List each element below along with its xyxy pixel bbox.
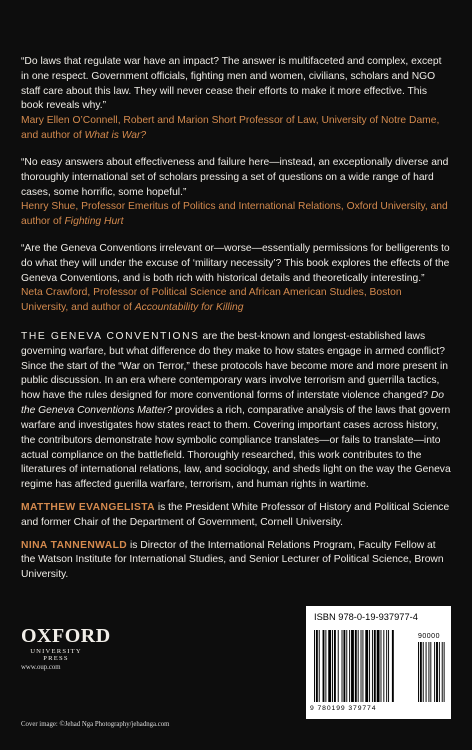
attribution-work: Fighting Hurt: [64, 216, 124, 228]
editor-bio-text: is the President White Professor of History and Political Science and former Chair of the Department of Government, Cornell University.: [21, 501, 450, 528]
endorsement-quote: [21, 156, 451, 230]
content-column: [21, 55, 451, 583]
description-lead: THE GENEVA CONVENTIONS: [21, 331, 200, 342]
attribution-text: Henry Shue, Professor Emeritus of Politics and International Relations, Oxford University, and author of: [21, 201, 448, 228]
publisher-url: www.oup.com: [21, 664, 61, 671]
description-book-title: Do the Geneva Conventions Matter?: [21, 390, 445, 417]
book-description: [21, 330, 451, 493]
endorsement-quote: [21, 242, 451, 316]
editor-bio: [21, 501, 451, 531]
publisher-logo: [21, 625, 111, 662]
quote-attribution: [21, 286, 451, 316]
description-part1: are the best-known and longest-established laws governing warfare, but what difference do they make to how states engage in armed conflict? Since the start of the “War on Terror,” these protocols have become more and more present in public discussion. In an era where contemporary wars involve terrorism and guerrilla tactics, how have the rules designed for more conventional forms of interstate violence changed?: [21, 331, 448, 402]
ean-digits: 9 780199 379774: [310, 705, 377, 712]
editor-bio-text: is Director of the International Relations Program, Faculty Fellow at the Watson Institute for International Studies, and Senior Lecturer of Political Science, Brown University.: [21, 539, 444, 581]
editor-name: MATTHEW EVANGELISTA: [21, 501, 156, 513]
price-code: 90000: [418, 633, 440, 640]
attribution-work: What is War?: [84, 130, 147, 142]
logo-sub: UNIVERSITY PRESS: [30, 648, 82, 662]
quote-text: “No easy answers about effectiveness and failure here—instead, an exceptionally diverse and thoroughly international set of scholars pressing a set of questions on a wide range of hard cases, some horrific, some hopeful.”: [21, 156, 449, 198]
endorsement-quote: [21, 55, 451, 144]
attribution-text: Neta Crawford, Professor of Political Science and African American Studies, Boston University, and author of: [21, 287, 402, 314]
description-part2: provides a rich, comparative analysis of the laws that govern warfare and investigates how states react to them. Covering important cases across history, the contributors demonstrate how symbolic compliance translates—or fails to translate—into actual compliance on the battlefield. Thoroughly researched, this work contributes to the literatures of international relations, law, and sociology, and sheds light on the way the Geneva regime has affected guerilla warfare, terrorism, and human rights in wartime.: [21, 405, 451, 491]
quote-text: “Do laws that regulate war have an impact? The answer is multifaceted and complex, except in one respect. Government officials, fighting men and women, civilians, scholars and NGO staff care about this law. They will never cease their efforts to make it more effective. This book reveals why.”: [21, 56, 442, 112]
barcode-box: [306, 606, 451, 719]
attribution-work: Accountability for Killing: [134, 302, 244, 314]
cover-credit: Cover image: ©Jehad Nga Photography/jehadnga.com: [21, 721, 170, 728]
attribution-text: Mary Ellen O’Connell, Robert and Marion Short Professor of Law, University of Notre Dame, and author of: [21, 115, 440, 142]
barcode-icon: [310, 628, 447, 706]
editor-name: NINA TANNENWALD: [21, 539, 128, 551]
quote-attribution: [21, 114, 451, 144]
logo-main: OXFORD: [21, 625, 111, 647]
isbn-label: ISBN 978-0-19-937977-4: [314, 612, 418, 622]
quote-attribution: [21, 200, 451, 230]
quote-text: “Are the Geneva Conventions irrelevant or—worse—essentially permissions for belligerents to do what they will under the excuse of ‘military necessity’? This book explores the effects of the Geneva Conventions, and is both rich with historical details and theoretically interesting.”: [21, 242, 450, 284]
editor-bio: [21, 539, 451, 583]
